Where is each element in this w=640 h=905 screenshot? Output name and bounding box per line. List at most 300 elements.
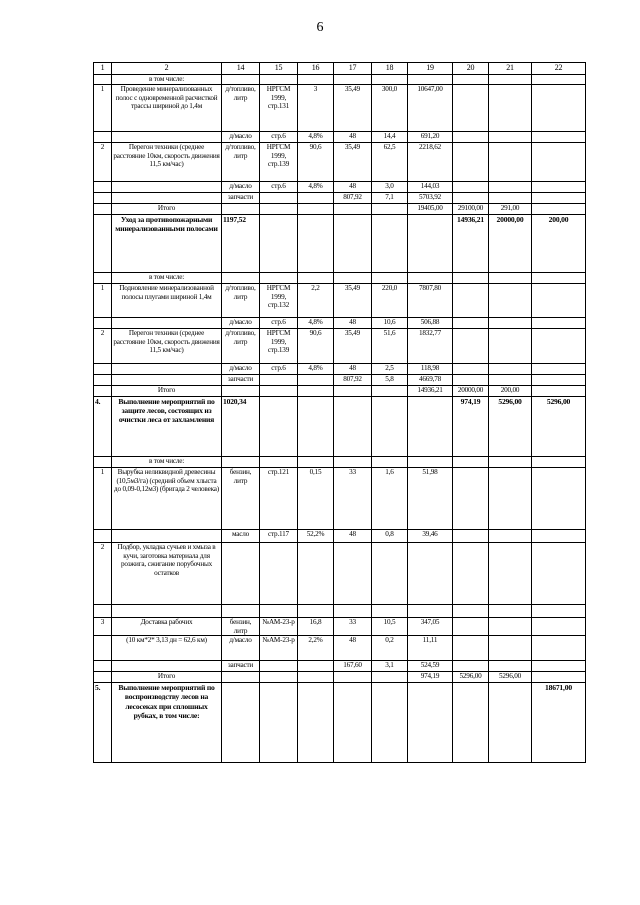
table-cell xyxy=(453,661,489,672)
table-cell xyxy=(222,683,260,763)
table-cell xyxy=(94,204,112,215)
table-cell xyxy=(94,318,112,329)
table-cell xyxy=(298,543,334,605)
table-cell xyxy=(453,75,489,85)
table-cell: запчасти xyxy=(222,661,260,672)
table-cell xyxy=(453,85,489,132)
table-cell xyxy=(489,193,532,204)
table-cell: 200,00 xyxy=(489,386,532,397)
table-cell: НРГСМ 1999, стр.139 xyxy=(260,143,298,182)
table-cell xyxy=(372,457,408,468)
table-cell: 19405,00 xyxy=(408,204,453,215)
table-row xyxy=(94,85,586,132)
table-cell: 4669,78 xyxy=(408,375,453,386)
table-cell xyxy=(532,364,586,375)
table-cell xyxy=(489,468,532,530)
table-cell xyxy=(489,543,532,605)
table-cell xyxy=(489,132,532,143)
table-cell: 291,00 xyxy=(489,204,532,215)
table-cell: 2 xyxy=(94,143,112,182)
table-cell xyxy=(94,661,112,672)
table-cell: масло xyxy=(222,530,260,543)
table-cell: 48 xyxy=(334,636,372,661)
table-cell xyxy=(489,618,532,636)
table-cell xyxy=(489,661,532,672)
table-cell xyxy=(112,375,222,386)
table-cell xyxy=(94,530,112,543)
table-cell xyxy=(222,204,260,215)
table-cell xyxy=(489,284,532,318)
table-row xyxy=(94,468,586,530)
table-cell: Подбор, укладка сучьев и хмыза в кучи, заготовка материала для розжига, сжигание порубочных остатков xyxy=(112,543,222,605)
table-cell xyxy=(453,468,489,530)
table-cell xyxy=(408,683,453,763)
table-row xyxy=(94,182,586,193)
table-cell xyxy=(334,75,372,85)
table-cell: Подновление минерализованной полосы плугами шириной 1,4м xyxy=(112,284,222,318)
table-row xyxy=(94,143,586,182)
header-cell: 21 xyxy=(489,63,532,75)
table-cell: НРГСМ 1999, стр.132 xyxy=(260,284,298,318)
table-cell xyxy=(260,605,298,618)
table-cell: стр.6 xyxy=(260,132,298,143)
table-cell xyxy=(94,273,112,284)
table-cell: Перегон техники (среднее расстояние 10км, скорость движения 11,5 км/час) xyxy=(112,143,222,182)
table-cell: д/масло xyxy=(222,636,260,661)
table-cell: 1832,77 xyxy=(408,329,453,364)
table-cell xyxy=(260,386,298,397)
table-cell xyxy=(532,457,586,468)
table-cell: 10647,00 xyxy=(408,85,453,132)
table-cell: 1 xyxy=(94,85,112,132)
table-cell xyxy=(298,386,334,397)
table-cell: 35,49 xyxy=(334,143,372,182)
table-cell: запчасти xyxy=(222,193,260,204)
table-cell: 4,8% xyxy=(298,132,334,143)
table-cell xyxy=(260,397,298,457)
table-cell: 0,2 xyxy=(372,636,408,661)
table-cell: 200,00 xyxy=(532,215,586,273)
header-cell: 19 xyxy=(408,63,453,75)
table-cell: Проведение минерализованных полос с одновременной расчисткой трассы шириной до 1,4м xyxy=(112,85,222,132)
table-cell xyxy=(532,318,586,329)
table-cell xyxy=(112,182,222,193)
table-cell xyxy=(453,605,489,618)
table-cell: в том числе: xyxy=(112,273,222,284)
table-cell xyxy=(260,661,298,672)
table-cell xyxy=(372,605,408,618)
table-cell: д/масло xyxy=(222,132,260,143)
table-cell: в том числе: xyxy=(112,75,222,85)
table-cell xyxy=(532,284,586,318)
table-cell xyxy=(408,75,453,85)
table-cell: Вырубка неликвидной древесины (10,5м3/га) (средний объем хлыста до 0,09-0,12м3) (бригада 2 человека) xyxy=(112,468,222,530)
table-cell: 18671,00 xyxy=(532,683,586,763)
table-row xyxy=(94,543,586,605)
table-cell: стр.6 xyxy=(260,318,298,329)
table-cell xyxy=(260,273,298,284)
table-cell xyxy=(489,273,532,284)
table-cell xyxy=(532,193,586,204)
table-cell xyxy=(532,661,586,672)
table-row xyxy=(94,683,586,763)
header-cell: 17 xyxy=(334,63,372,75)
table-cell xyxy=(334,397,372,457)
table-cell xyxy=(334,543,372,605)
table-cell xyxy=(260,375,298,386)
table-cell: Выполнение мероприятий по воспроизводству лесов на лесосеках при сплошных рубках, в том числе: xyxy=(112,683,222,763)
table-cell xyxy=(489,318,532,329)
table-cell: 167,60 xyxy=(334,661,372,672)
table-row xyxy=(94,75,586,85)
table-cell xyxy=(453,618,489,636)
table-cell: 118,98 xyxy=(408,364,453,375)
table-cell: 5,8 xyxy=(372,375,408,386)
table-cell xyxy=(489,143,532,182)
table-cell: 14,4 xyxy=(372,132,408,143)
table-cell: 506,88 xyxy=(408,318,453,329)
table-cell xyxy=(453,318,489,329)
table-cell xyxy=(298,457,334,468)
table-cell xyxy=(532,636,586,661)
table-cell: 20000,00 xyxy=(489,215,532,273)
table-row xyxy=(94,661,586,672)
table-cell: №АМ-23-р xyxy=(260,636,298,661)
table-cell xyxy=(532,143,586,182)
table-cell xyxy=(298,397,334,457)
table-cell xyxy=(408,605,453,618)
table-cell xyxy=(453,284,489,318)
table-cell: 0,8 xyxy=(372,530,408,543)
table-cell xyxy=(408,397,453,457)
table-cell xyxy=(298,215,334,273)
table-cell: 5296,00 xyxy=(489,397,532,457)
table-cell xyxy=(532,75,586,85)
table-cell: 10,5 xyxy=(372,618,408,636)
table-cell: 5296,00 xyxy=(489,672,532,683)
table-cell xyxy=(94,75,112,85)
table-cell xyxy=(298,605,334,618)
table-cell xyxy=(334,683,372,763)
header-cell: 16 xyxy=(298,63,334,75)
table-cell xyxy=(408,273,453,284)
table-row xyxy=(94,457,586,468)
table-cell xyxy=(372,386,408,397)
table-cell: 14936,21 xyxy=(453,215,489,273)
table-cell xyxy=(94,386,112,397)
table-cell xyxy=(489,182,532,193)
table-cell xyxy=(532,204,586,215)
table-cell xyxy=(532,618,586,636)
table-row xyxy=(94,284,586,318)
table-cell: 691,20 xyxy=(408,132,453,143)
table-cell xyxy=(334,672,372,683)
table-cell xyxy=(94,375,112,386)
table-cell xyxy=(532,530,586,543)
table-cell: 51,98 xyxy=(408,468,453,530)
table-cell: 3 xyxy=(94,618,112,636)
table-cell xyxy=(334,273,372,284)
table-cell: д/масло xyxy=(222,182,260,193)
table-cell: 48 xyxy=(334,318,372,329)
table-cell xyxy=(298,672,334,683)
table-row xyxy=(94,636,586,661)
table-cell: 48 xyxy=(334,530,372,543)
table-cell xyxy=(532,672,586,683)
table-cell xyxy=(489,364,532,375)
estimate-table xyxy=(93,62,586,763)
table-cell: 144,03 xyxy=(408,182,453,193)
header-cell: 18 xyxy=(372,63,408,75)
table-cell xyxy=(453,530,489,543)
table-cell xyxy=(222,273,260,284)
table-cell xyxy=(453,182,489,193)
table-cell xyxy=(334,605,372,618)
table-cell xyxy=(532,468,586,530)
table-cell xyxy=(298,193,334,204)
table-cell xyxy=(94,215,112,273)
table-cell xyxy=(334,215,372,273)
table-cell: 4,8% xyxy=(298,182,334,193)
table-cell: 29100,00 xyxy=(453,204,489,215)
table-cell: бензин, литр xyxy=(222,468,260,530)
table-row xyxy=(94,530,586,543)
table-cell: 4,8% xyxy=(298,364,334,375)
table-cell xyxy=(532,375,586,386)
table-cell xyxy=(222,386,260,397)
table-cell xyxy=(532,85,586,132)
table-row xyxy=(94,364,586,375)
table-cell: бензин, литр xyxy=(222,618,260,636)
table-cell xyxy=(489,85,532,132)
table-cell: д/масло xyxy=(222,364,260,375)
table-cell: (10 км*2* 3,13 дн = 62,6 км) xyxy=(112,636,222,661)
table-cell xyxy=(112,605,222,618)
table-cell: Итого xyxy=(112,672,222,683)
table-cell xyxy=(489,636,532,661)
table-cell: 807,92 xyxy=(334,193,372,204)
table-cell: д/топливо, литр xyxy=(222,143,260,182)
table-cell xyxy=(372,397,408,457)
table-cell xyxy=(112,364,222,375)
table-cell: 1020,34 xyxy=(222,397,260,457)
table-cell: 2,5 xyxy=(372,364,408,375)
table-cell: Выполнение мероприятий по защите лесов, состоящих из очистки леса от захламления xyxy=(112,397,222,457)
table-cell: 3,1 xyxy=(372,661,408,672)
table-cell: 807,92 xyxy=(334,375,372,386)
table-cell: стр.117 xyxy=(260,530,298,543)
header-cell: 22 xyxy=(532,63,586,75)
table-row xyxy=(94,329,586,364)
table-cell xyxy=(112,318,222,329)
table-cell: 1197,52 xyxy=(222,215,260,273)
table-cell: Уход за противопожарными минерализованными полосами xyxy=(112,215,222,273)
table-cell xyxy=(532,329,586,364)
table-cell: 16,8 xyxy=(298,618,334,636)
table-cell: 974,19 xyxy=(408,672,453,683)
table-cell: 48 xyxy=(334,182,372,193)
table-cell xyxy=(260,215,298,273)
table-cell: д/масло xyxy=(222,318,260,329)
table-cell xyxy=(532,386,586,397)
table-cell xyxy=(94,182,112,193)
table-cell xyxy=(453,273,489,284)
table-cell: 2,2 xyxy=(298,284,334,318)
table-cell: 14936,21 xyxy=(408,386,453,397)
table-row xyxy=(94,204,586,215)
table-row xyxy=(94,618,586,636)
table-cell: НРГСМ 1999, стр.131 xyxy=(260,85,298,132)
table-cell xyxy=(260,543,298,605)
table-cell: 33 xyxy=(334,618,372,636)
table-row xyxy=(94,215,586,273)
table-cell xyxy=(453,364,489,375)
table-cell: д/топливо, литр xyxy=(222,329,260,364)
table-cell xyxy=(489,457,532,468)
table-cell xyxy=(453,193,489,204)
table-cell xyxy=(260,75,298,85)
table-cell xyxy=(112,132,222,143)
table-cell xyxy=(489,375,532,386)
table-cell xyxy=(453,375,489,386)
table-cell xyxy=(94,132,112,143)
table-cell xyxy=(453,543,489,605)
table-cell: 35,49 xyxy=(334,329,372,364)
table-cell: Итого xyxy=(112,386,222,397)
table-cell xyxy=(112,193,222,204)
table-cell xyxy=(453,636,489,661)
table-cell: 5296,00 xyxy=(532,397,586,457)
table-cell xyxy=(298,273,334,284)
table-row xyxy=(94,193,586,204)
table-cell: 2,2% xyxy=(298,636,334,661)
table-cell xyxy=(532,543,586,605)
table-cell xyxy=(334,386,372,397)
table-cell xyxy=(222,457,260,468)
table-cell: 347,05 xyxy=(408,618,453,636)
table-row xyxy=(94,132,586,143)
table-cell xyxy=(489,605,532,618)
table-cell xyxy=(94,193,112,204)
table-cell xyxy=(453,457,489,468)
table-cell: в том числе: xyxy=(112,457,222,468)
table-cell xyxy=(112,661,222,672)
header-cell: 15 xyxy=(260,63,298,75)
table-header-row xyxy=(94,63,586,75)
table-cell xyxy=(112,530,222,543)
table-cell xyxy=(372,204,408,215)
table-cell: 11,11 xyxy=(408,636,453,661)
table-cell xyxy=(298,683,334,763)
table-cell: 5703,92 xyxy=(408,193,453,204)
table-row xyxy=(94,375,586,386)
table-cell xyxy=(372,75,408,85)
table-cell: д/топливо, литр xyxy=(222,284,260,318)
table-cell: стр.6 xyxy=(260,182,298,193)
page-number: 6 xyxy=(316,20,324,35)
table-cell xyxy=(94,636,112,661)
header-cell: 14 xyxy=(222,63,260,75)
table-cell xyxy=(532,182,586,193)
table-cell xyxy=(298,204,334,215)
table-cell xyxy=(94,672,112,683)
table-cell: 5296,00 xyxy=(453,672,489,683)
table-cell: запчасти xyxy=(222,375,260,386)
table-cell xyxy=(453,329,489,364)
table-cell: 1 xyxy=(94,284,112,318)
table-cell xyxy=(260,204,298,215)
table-cell: 3 xyxy=(298,85,334,132)
table-cell: 2218,62 xyxy=(408,143,453,182)
table-cell xyxy=(260,683,298,763)
table-cell: 35,49 xyxy=(334,85,372,132)
table-cell: Итого xyxy=(112,204,222,215)
table-cell xyxy=(298,75,334,85)
table-cell xyxy=(489,683,532,763)
table-cell xyxy=(372,672,408,683)
table-cell xyxy=(260,672,298,683)
table-cell xyxy=(260,193,298,204)
table-row xyxy=(94,273,586,284)
table-cell: 0,15 xyxy=(298,468,334,530)
table-cell: 4,8% xyxy=(298,318,334,329)
table-cell: Перегон техники (среднее расстояние 10км, скорость движения 11,5 км/час) xyxy=(112,329,222,364)
table-cell: 48 xyxy=(334,364,372,375)
table-cell xyxy=(453,132,489,143)
table-cell: 2 xyxy=(94,329,112,364)
table-cell xyxy=(372,273,408,284)
table-cell xyxy=(489,75,532,85)
table-cell: 35,49 xyxy=(334,284,372,318)
table-cell xyxy=(408,543,453,605)
table-cell: 1,6 xyxy=(372,468,408,530)
table-cell xyxy=(260,457,298,468)
table-cell xyxy=(222,605,260,618)
table-cell xyxy=(298,661,334,672)
table-cell: 3,0 xyxy=(372,182,408,193)
header-cell: 2 xyxy=(112,63,222,75)
table-cell xyxy=(222,543,260,605)
table-cell xyxy=(334,457,372,468)
table-cell xyxy=(94,364,112,375)
table-cell: 7807,80 xyxy=(408,284,453,318)
table-cell xyxy=(94,605,112,618)
table-cell xyxy=(222,75,260,85)
table-cell: 33 xyxy=(334,468,372,530)
table-cell xyxy=(453,683,489,763)
table-cell: 10,6 xyxy=(372,318,408,329)
table-cell: 62,5 xyxy=(372,143,408,182)
table-cell xyxy=(489,530,532,543)
table-cell xyxy=(408,215,453,273)
table-cell: 220,0 xyxy=(372,284,408,318)
table-cell: 974,19 xyxy=(453,397,489,457)
table-cell: 1 xyxy=(94,468,112,530)
table-cell xyxy=(334,204,372,215)
table-cell: 5. xyxy=(94,683,112,763)
table-cell: 90,6 xyxy=(298,143,334,182)
table-cell: 48 xyxy=(334,132,372,143)
table-cell xyxy=(94,457,112,468)
table-cell xyxy=(532,132,586,143)
table-cell xyxy=(298,375,334,386)
header-cell: 1 xyxy=(94,63,112,75)
table-cell xyxy=(453,143,489,182)
table-cell: стр.121 xyxy=(260,468,298,530)
table-cell xyxy=(408,457,453,468)
table-cell: 90,6 xyxy=(298,329,334,364)
table-cell: 39,46 xyxy=(408,530,453,543)
